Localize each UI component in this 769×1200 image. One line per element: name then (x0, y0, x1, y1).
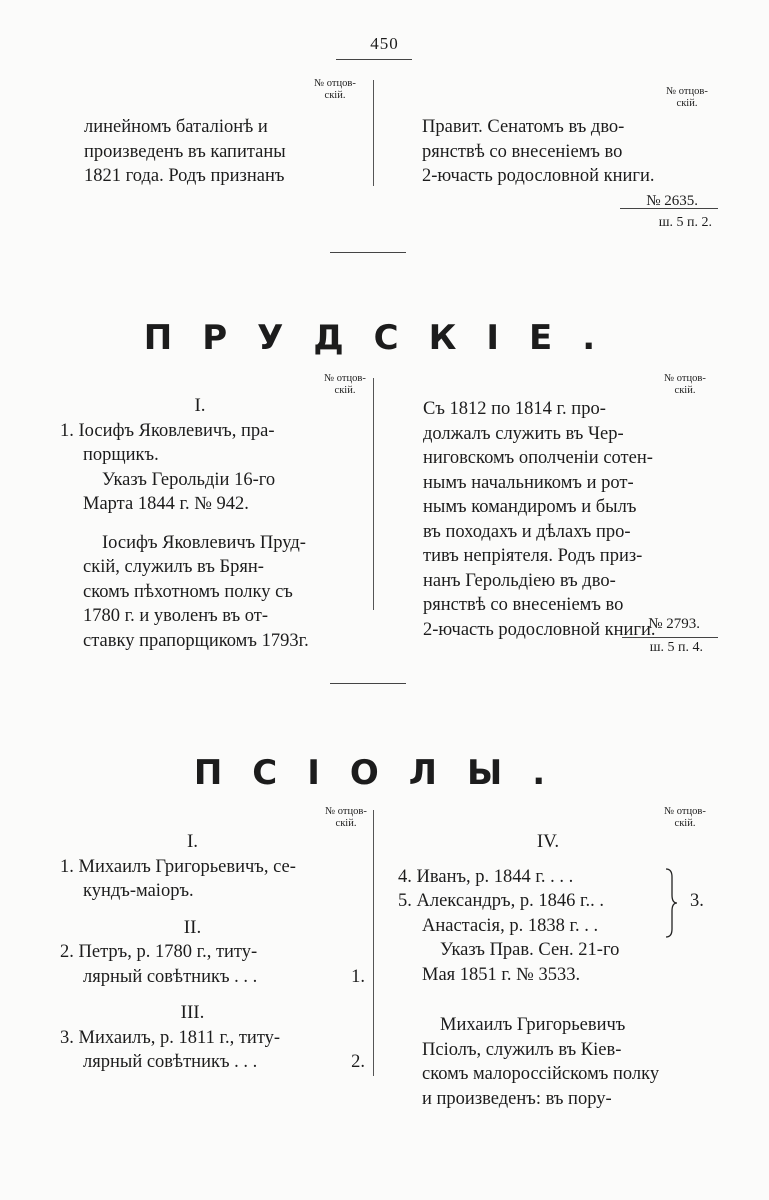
text-line: рянствѣ со внесеніемъ во (422, 141, 623, 162)
bio-line: 2-ючасть родословной книги. (423, 619, 656, 640)
entry-with-ref (60, 965, 365, 990)
ref-shelf: ш. 5 п. 4. (649, 640, 703, 655)
ref-number: № 2635. (646, 192, 698, 209)
col-note-right (652, 86, 722, 110)
entry-with-ref (60, 1050, 365, 1075)
decree-line: Мая 1851 г. № 3533. (422, 964, 581, 985)
col-note-line: скій. (334, 385, 356, 396)
text-line: 2-ючасть родословной книги. (422, 166, 655, 186)
bio-line: въ походахъ и дѣлахъ про- (423, 521, 631, 542)
ref-number: № 2793. (648, 616, 700, 632)
genealogy-entry: 5. Александръ, р. 1846 г.. . (398, 891, 604, 911)
family-heading-prudskie: ПРУДСКІЕ. (143, 318, 626, 358)
bio-line: тивъ непріятеля. Родъ приз- (423, 546, 643, 566)
text-line: линейномъ баталіонѣ и (84, 117, 268, 137)
col-note-line: № отцов- (666, 86, 708, 97)
text-line: произведенъ въ капитаны (84, 141, 286, 162)
ref-shelf: ш. 5 п. 2. (658, 215, 712, 230)
generation-numeral: III. (180, 1002, 205, 1023)
parent-ref-number: 2. (351, 1052, 365, 1072)
parent-ref-number: 1. (351, 966, 365, 987)
ref-rule (622, 637, 718, 638)
genealogy-entry: лярный совѣтникъ . . . (83, 966, 258, 987)
generation-numeral: II. (183, 916, 202, 938)
psioly-left-column (60, 830, 365, 1075)
brace-icon (664, 867, 678, 939)
genealogy-entry: 4. Иванъ, р. 1844 г. . . . (398, 866, 574, 887)
col-note-line: скій. (674, 385, 696, 396)
bio-line: должалъ служить въ Чер- (423, 423, 624, 444)
col-note-line: скій. (324, 90, 346, 101)
bio-line: скомъ пѣхотномъ полку съ (83, 581, 293, 602)
generation-numeral: I. (194, 395, 206, 416)
bio-line: скомъ малороссійскомъ полку (422, 1064, 660, 1084)
top-right-text (422, 115, 712, 233)
genealogy-entry: 2. Петръ, р. 1780 г., титу- (60, 942, 258, 962)
bio-line: нымъ начальникомъ и рот- (423, 472, 634, 493)
decree-line: Указъ Герольдіи 16-го (102, 469, 276, 490)
prudskie-left-column (60, 394, 340, 653)
text-line: 1821 года. Родъ признанъ (84, 166, 285, 186)
col-note-left (316, 806, 376, 830)
col-note-line: скій. (674, 818, 696, 829)
genealogy-entry: лярный совѣтникъ . . . (83, 1052, 258, 1072)
col-note-line: № отцов- (664, 373, 706, 384)
bio-line: рянствѣ со внесеніемъ во (423, 595, 624, 615)
col-note-line: № отцов- (664, 806, 706, 817)
genealogy-entry: 3. Михаилъ, р. 1811 г., титу- (60, 1027, 281, 1048)
col-note-right (655, 373, 715, 397)
decree-line: Марта 1844 г. № 942. (83, 494, 249, 514)
decree-line: Указъ Прав. Сен. 21-го (440, 940, 620, 960)
column-divider (373, 810, 374, 1076)
bio-line: и произведенъ: въ пору- (422, 1088, 612, 1109)
page-number: 450 (370, 34, 399, 53)
prudskie-right-column (423, 397, 713, 642)
col-note-right (655, 806, 715, 830)
col-note-line: № отцов- (325, 806, 367, 817)
column-divider (373, 80, 374, 186)
bio-line: Съ 1812 по 1814 г. про- (423, 399, 606, 419)
col-note-line: скій. (676, 98, 698, 109)
section-separator (330, 252, 406, 253)
section-separator (330, 683, 406, 684)
page-number-rule (336, 59, 412, 60)
genealogy-entry: 1. Іосифъ Яковлевичъ, пра- (60, 420, 275, 441)
column-divider (373, 378, 374, 610)
genealogy-entry: Анастасія, р. 1838 г. . . (422, 915, 599, 936)
generation-numeral: IV. (536, 831, 560, 852)
bio-line: Іосифъ Яковлевичъ Пруд- (102, 532, 306, 553)
top-left-text (84, 115, 334, 189)
genealogy-entry: 1. Михаилъ Григорьевичъ, се- (60, 856, 296, 877)
col-note-line: № отцов- (324, 373, 366, 384)
bio-line: нанъ Герольдіею въ дво- (423, 570, 616, 591)
sibling-group (398, 865, 718, 939)
col-note-line: № отцов- (314, 78, 356, 89)
bio-line: 1780 г. и уволенъ въ от- (83, 606, 269, 626)
text-line: Правит. Сенатомъ въ дво- (422, 117, 625, 137)
bio-line: ниговскомъ ополченіи сотен- (423, 448, 653, 468)
genealogy-entry: кундъ-маіоръ. (83, 881, 194, 901)
psioly-right-column (398, 830, 718, 1111)
parent-ref-number: 3. (690, 890, 704, 911)
generation-numeral: I. (186, 831, 199, 852)
bio-line: Псіолъ, служилъ въ Кіев- (422, 1039, 622, 1060)
bio-line: нымъ командиромъ и былъ (423, 497, 637, 517)
col-note-line: скій. (335, 818, 357, 829)
col-note-left (300, 78, 370, 102)
bio-line: ставку прапорщикомъ 1793г. (83, 630, 309, 651)
bio-line: Михаилъ Григорьевичъ (440, 1015, 626, 1035)
genealogy-entry: порщикъ. (83, 445, 159, 465)
family-heading-psioly: ПСІОЛЫ. (193, 753, 576, 793)
bio-line: скій, служилъ въ Брян- (83, 557, 264, 577)
